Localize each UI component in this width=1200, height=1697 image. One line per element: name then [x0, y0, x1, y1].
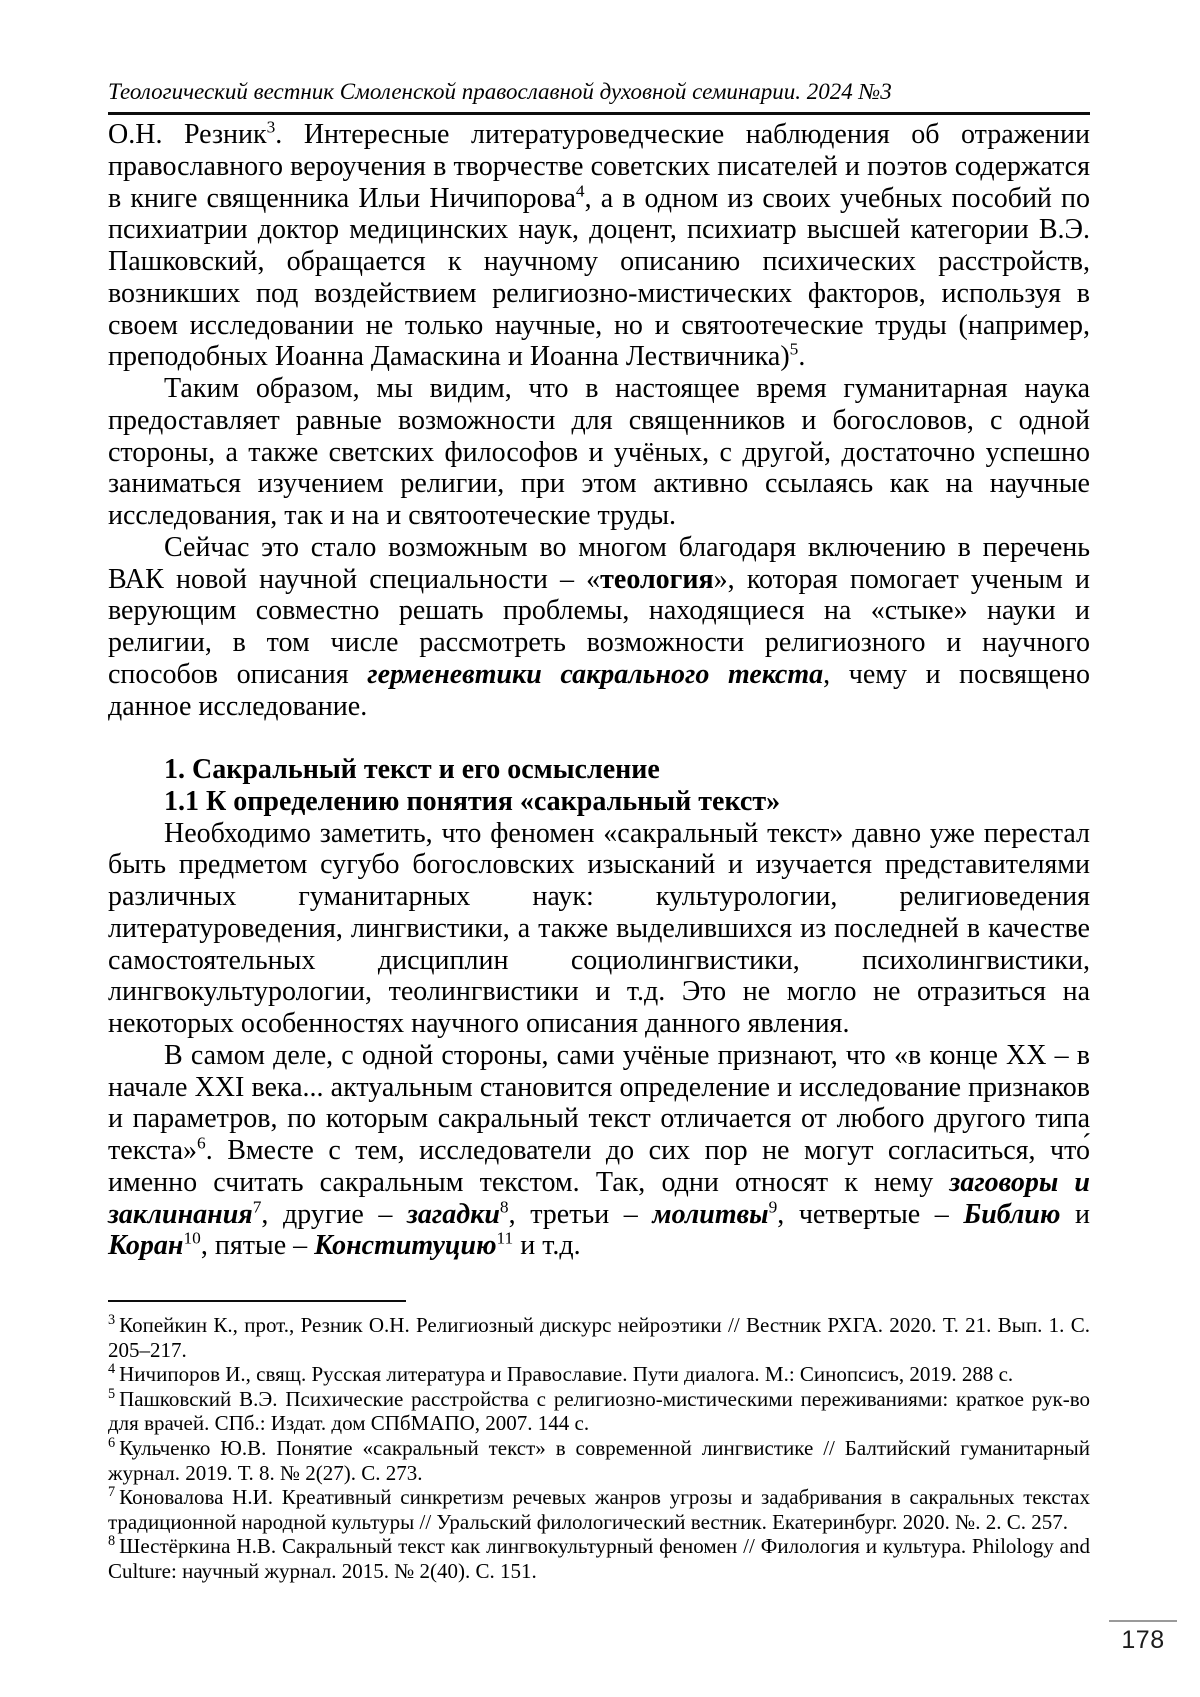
- text-run: Таким образом, мы видим, что в настоящее время гуманитарная наука предоставляет равные возможности для священников и богословов, с одной стороны, а также светских философов и учёных, с другой, достаточно успешно заниматься изучением религии, при этом активно ссылаясь как на научные исследования, так и на и святоотеческие труды.: [108, 373, 1090, 531]
- text-run: Сейчас это стало возможным во многом благодаря включению в перечень ВАК новой научной специальности – «: [108, 531, 1090, 595]
- text-run: загадки: [406, 1198, 500, 1230]
- text-run: . Вместе с тем, исследователи до сих пор не могут согласиться, что́ именно считать сакральным текстом. Так, одни относят к нему: [108, 1135, 1090, 1198]
- text-run: Коран: [108, 1230, 184, 1262]
- footer-rule: [1109, 1620, 1177, 1622]
- footnote: [108, 1485, 1090, 1534]
- text-run: 1.1 К определению понятия «сакральный текст»: [164, 785, 781, 817]
- section-heading: [108, 786, 1090, 818]
- text-run: теология: [600, 563, 714, 595]
- footnote-text: Коновалова Н.И. Креативный синкретизм речевых жанров угрозы и задабривания в сакральных текстах традиционной народной культуры // Уральский филологический вестник. Екатеринбург. 2020. №. 2. С. 257.: [108, 1485, 1090, 1534]
- footnote-marker: 8: [108, 1533, 116, 1550]
- text-run: молитвы: [652, 1198, 769, 1230]
- text-run: , четвертые –: [777, 1198, 964, 1230]
- footnote-reference: 7: [252, 1197, 262, 1217]
- section-heading: [108, 754, 1090, 786]
- footnote-reference: 9: [768, 1197, 778, 1217]
- footnote-reference: 8: [499, 1197, 509, 1217]
- footnote: [108, 1436, 1090, 1485]
- paragraph: [108, 818, 1090, 1040]
- footnote-reference: 3: [266, 117, 276, 137]
- text-run: Библию: [963, 1198, 1061, 1230]
- footnote-reference: 6: [197, 1133, 206, 1153]
- footnote-text: Копейкин К., прот., Резник О.Н. Религиозный дискурс нейроэтики // Вестник РХГА. 2020. Т. 21. Вып. 1. С. 205–217.: [108, 1313, 1090, 1362]
- footnotes-section: [108, 1300, 1090, 1584]
- footnote-text: Кульченко Ю.В. Понятие «сакральный текст» в современной лингвистике // Балтийский гуманитарный журнал. 2019. Т. 8. № 2(27). С. 273.: [108, 1435, 1090, 1485]
- running-header: [108, 78, 1090, 115]
- footnote-marker: 4: [108, 1361, 116, 1378]
- text-run: и: [1060, 1198, 1091, 1230]
- footnote: [108, 1387, 1090, 1436]
- paragraph: [108, 119, 1090, 373]
- text-run: и т.д.: [513, 1230, 581, 1262]
- footnote-marker: 5: [108, 1385, 116, 1402]
- footnote: [108, 1313, 1090, 1362]
- footnote-text: Шестёркина Н.В. Сакральный текст как лингвокультурный феномен // Филология и культура. Philology and Culture: научный журнал. 2015. № 2(40). С. 151.: [108, 1534, 1090, 1583]
- footnote-list: [108, 1313, 1090, 1584]
- text-run: Необходимо заметить, что феномен «сакральный текст» давно уже перестал быть предметом сугубо богословских изысканий и изучается представителями различных гуманитарных наук: культурологии, религиоведения литературоведения, лингвистики, а также выделившихся из последней в качестве самостоятельных дисциплин социолингвистики, психолингвистики, лингвокультурологии, теолингвистики и т.д. Это не могло не отразиться на некоторых особенностях научного описания данного явления.: [108, 817, 1090, 1039]
- text-run: .: [798, 341, 806, 373]
- paragraph: [108, 373, 1090, 532]
- text-run: . Интересные литературоведческие наблюдения об отражении православного вероучения в творчестве советских писателей и поэтов содержатся в книге священника Ильи Ничипорова: [108, 119, 1091, 214]
- text-run: заговоры и заклинания: [108, 1166, 1091, 1230]
- text-run: В самом деле, с одной стороны, сами учёные признают, что «в конце XX – в начале XXI века... актуальным становится определение и исследование признаков и параметров, по которым сакральный текст отличается от любого другого типа текста»: [108, 1039, 1090, 1166]
- text-run: Конституцию: [314, 1230, 497, 1262]
- text-run: , а в одном из своих учебных пособий по психиатрии доктор медицинских наук, доцент, психиатр высшей категории В.Э. Пашковский, обращается к научному описанию психических расстройств, возникших под воздействием религиозно-мистических факторов, используя в своем исследовании не только научные, но и святоотеческие труды (например, преподобных Иоанна Дамаскина и Иоанна Лествичника): [108, 182, 1090, 373]
- text-run: », которая помогает ученым и верующим совместно решать проблемы, находящиеся на «стыке» науки и религии, в том числе рассмотреть возможности религиозного и научного способов описания: [108, 563, 1090, 690]
- paragraph: [108, 1040, 1090, 1262]
- journal-title: Теологический вестник Смоленской православной духовной семинарии. 2024 №3: [108, 79, 892, 104]
- text-run: герменевтики сакрального текста: [367, 658, 824, 690]
- footnote-separator: [108, 1300, 406, 1302]
- footnote-marker: 3: [108, 1312, 116, 1328]
- page-number: 178: [1121, 1626, 1165, 1654]
- footnote: [108, 1362, 1090, 1387]
- footnote-marker: 7: [108, 1484, 116, 1501]
- article-body: [108, 119, 1090, 1262]
- text-run: , другие –: [261, 1198, 407, 1230]
- text-run: 1. Сакральный текст и его осмысление: [164, 754, 660, 785]
- footnote-reference: 5: [789, 339, 799, 359]
- footnote-reference: 10: [183, 1228, 201, 1248]
- paragraph: [108, 532, 1090, 723]
- page-footer: [1109, 1620, 1177, 1655]
- footnote-reference: 4: [575, 181, 585, 201]
- text-run: , третьи –: [508, 1198, 653, 1230]
- footnote-text: Пашковский В.Э. Психические расстройства с религиозно-мистическими переживаниями: краткое рук-во для врачей. СПб.: Издат. дом СПбМАПО, 2007. 144 с.: [108, 1386, 1090, 1436]
- footnote-reference: 11: [496, 1228, 514, 1248]
- text-run: О.Н. Резник: [108, 119, 267, 150]
- text-run: , пятые –: [200, 1230, 315, 1262]
- text-run: , чему и посвящено данное исследование.: [108, 658, 1090, 722]
- footnote-text: Ничипоров И., свящ. Русская литература и Православие. Пути диалога. М.: Синопсисъ, 2019. 288 с.: [119, 1362, 1014, 1387]
- footnote-marker: 6: [108, 1434, 116, 1451]
- footnote: [108, 1534, 1090, 1583]
